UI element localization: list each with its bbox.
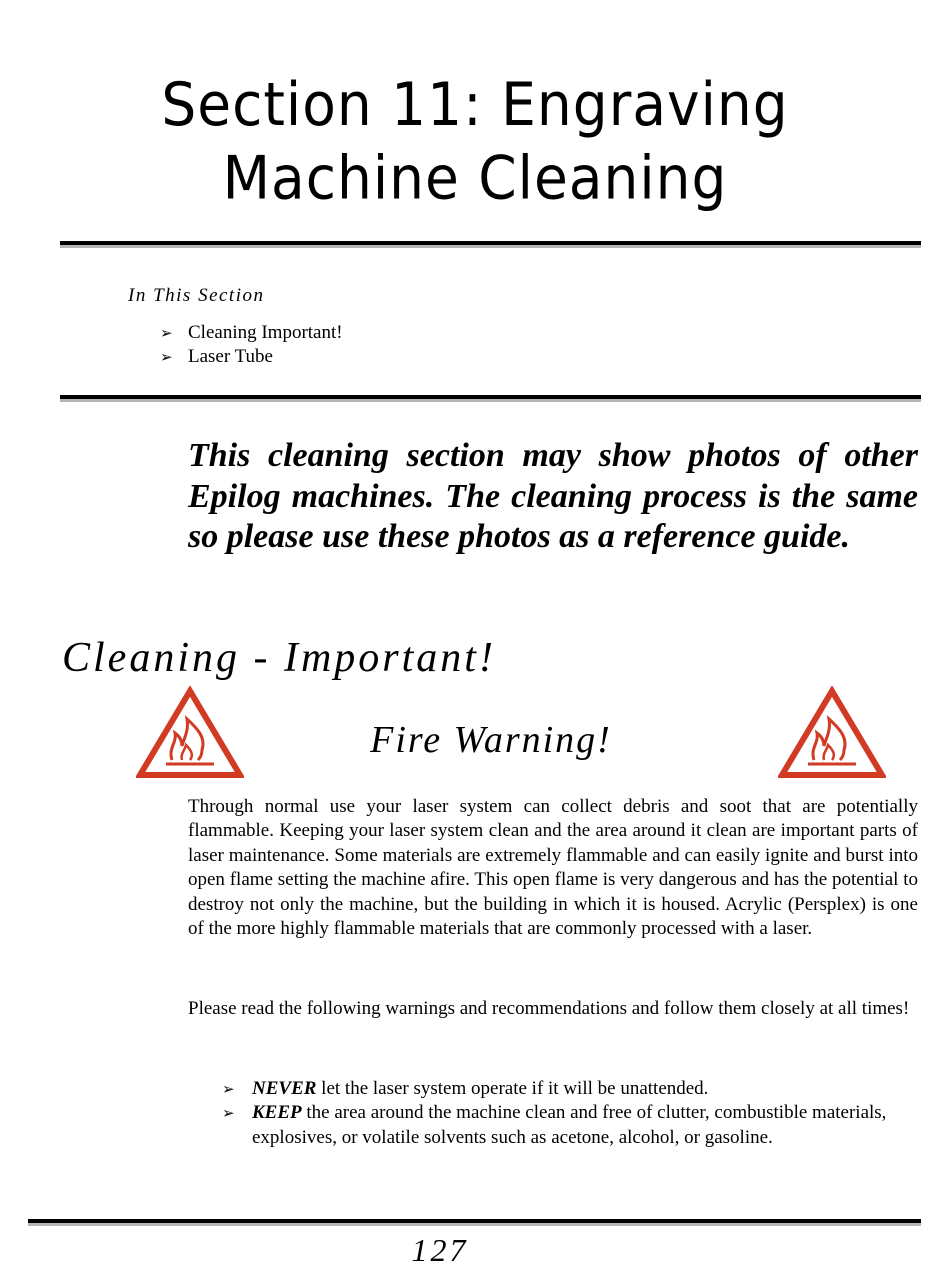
toc-item-label: Laser Tube [188,346,273,367]
warning-keyword: KEEP [252,1102,302,1124]
arrow-bullet-icon: ➢ [222,1080,235,1098]
arrow-bullet-icon: ➢ [160,324,173,342]
warning-text: let the laser system operate if it will be unattended. [316,1078,709,1099]
toc-item-label: Cleaning Important! [188,322,343,343]
toc-divider [60,395,921,402]
page-title-line-1: Section 11: Engraving [161,70,789,140]
arrow-bullet-icon: ➢ [160,348,173,366]
footer-divider [28,1219,921,1226]
title-divider [60,241,921,248]
page-title-line-2: Machine Cleaning [222,143,728,213]
section-heading-cleaning-important: Cleaning - Important! [62,635,496,681]
warning-text: the area around the machine clean and free of clutter, combustible materials, explosives, or volatile solvents such as acetone, alcohol, or gasoline. [252,1102,887,1148]
in-this-section-list [160,321,343,369]
warning-list [222,1077,922,1150]
list-item [222,1077,922,1101]
page-title [0,68,950,215]
toc-item-cleaning-important[interactable] [160,321,343,345]
list-item [222,1101,922,1150]
photo-reference-notice: This cleaning section may show photos of other Epilog machines. The cleaning process is the same so please use these photos as a reference guide. [188,437,918,555]
page-number: 127 [411,1232,469,1268]
arrow-bullet-icon: ➢ [222,1104,235,1123]
fire-hazard-icon [778,686,886,780]
instructions-paragraph: Please read the following warnings and recommendations and follow them closely at all times! [188,998,910,1019]
fire-warning-paragraph: Through normal use your laser system can collect debris and soot that are potentially flammable. Keeping your laser system clean and the area around it clean are important parts of laser maintenance. Some materials are extremely flammable and can easily ignite and burst into open flame setting the machine afire. This open flame is very dangerous and has the potential to destroy not only the machine, but the building in which it is housed. Acrylic (Persplex) is one of the more highly flammable materials that are commonly processed with a laser. [188,796,918,940]
toc-item-laser-tube[interactable] [160,345,343,369]
in-this-section-heading: In This Section [128,285,265,306]
fire-warning-heading: Fire Warning! [370,719,612,761]
warning-keyword: NEVER [252,1078,317,1099]
